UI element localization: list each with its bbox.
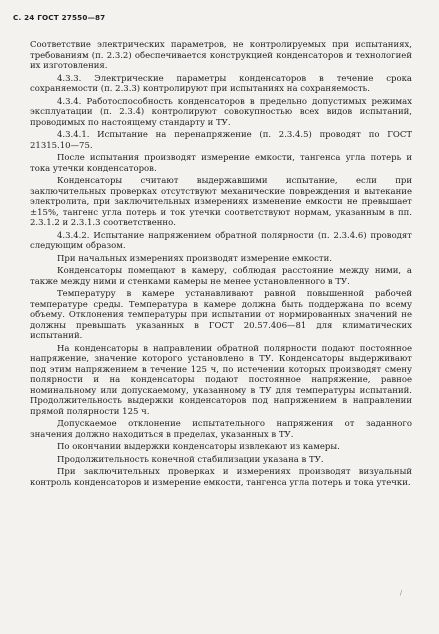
paragraph: При начальных измерениях производят измерение емкости. [57, 253, 333, 264]
paragraph: На конденсаторы в направлении обратной полярности подают постоянное напряжение, значение которого установлено в ТУ. Конденсаторы выдерживают под этим напряжением в течение 125 ч, по истечении которых производят смену полярности и на конденсаторы подают постоянное напряжение, равное номинальному или допускаемому, указанному в ТУ для температуры испытаний. Продолжительность выдержки конденсаторов под напряжением в направлении прямой полярности 125 ч. [30, 343, 412, 417]
paragraph: После испытания производят измерение емкости, тангенса угла потерь и тока утечки конденсаторов. [30, 153, 412, 174]
paragraph: При заключительных проверках и измерениях производят визуальный контроль конденсаторов и измерение емкости, тангенса угла потерь и тока утечки. [30, 467, 412, 488]
margin-mark: / [400, 590, 403, 597]
paragraph: По окончании выдержки конденсаторы извлекают из камеры. [57, 442, 340, 452]
paragraph: 4.3.4.2. Испытание напряжением обратной полярности (п. 2.3.4.6) проводят следующим образом. [30, 230, 412, 251]
paragraph: 4.3.3. Электрические параметры конденсаторов в течение срока сохраняемости (п. 2.3.3) контролируют при испытаниях на сохраняемость. [30, 73, 412, 94]
document-body [30, 40, 412, 490]
paragraph: Конденсаторы считают выдержавшими испытание, если при заключительных проверках отсутствуют механические повреждения и вытекание электролита, при заключительных измерениях изменение емкости не превышает ±15%, тангенс угла потерь и ток утечки соответствуют нормам, указанным в пп. 2.3.1.2 и 2.3.1.3 соответственно. [30, 176, 412, 228]
paragraph: Температуру в камере устанавливают равной повышенной рабочей температуре среды. Температура в камере должна быть поддержана по всему объему. Отклонения температуры при испытании от нормированных значений не должны превышать указанных в ГОСТ 20.57.406—81 для климатических испытаний. [30, 289, 412, 341]
paragraph: Допускаемое отклонение испытательного напряжения от заданного значения должно находиться в пределах, указанных в ТУ. [30, 419, 412, 440]
paragraph: Продолжительность конечной стабилизации указана в ТУ. [57, 454, 324, 465]
page-header: С. 24 ГОСТ 27550—87 [13, 13, 106, 22]
paragraph: Конденсаторы помещают в камеру, соблюдая расстояние между ними, а также между ними и стенками камеры не менее установленного в ТУ. [30, 266, 412, 287]
paragraph: Соответствие электрических параметров, не контролируемых при испытаниях, требованиям (п. 2.3.2) обеспечивается конструкцией конденсаторов и технологией их изготовления. [30, 40, 412, 71]
paragraph: 4.3.4. Работоспособность конденсаторов в предельно допустимых режимах эксплуатации (п. 2.3.4) контролируют совокупностью всех видов испытаний, проводимых по настоящему стандарту и ТУ. [30, 96, 412, 128]
paragraph: 4.3.4.1. Испытание на перенапряжение (п. 2.3.4.5) проводят по ГОСТ 21315.10—75. [30, 130, 412, 151]
